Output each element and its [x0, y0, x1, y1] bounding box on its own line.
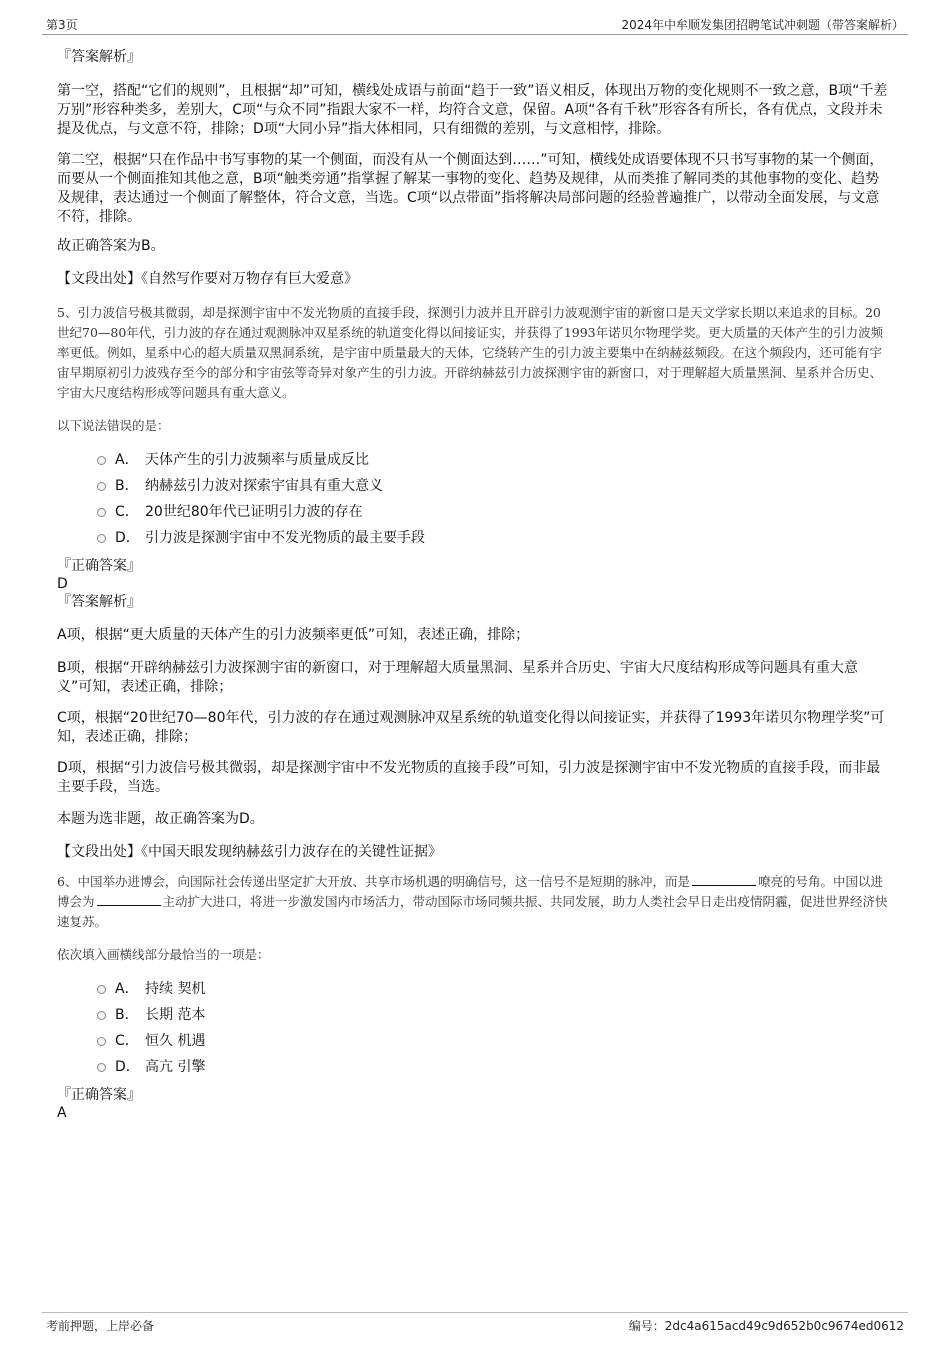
fill-blank-2: [97, 892, 161, 906]
q4-analysis-label: 『答案解析』: [57, 49, 141, 65]
q4-conclusion: 故正确答案为B。: [57, 238, 165, 254]
q4-analysis-paragraph-2: 第二空，根据“只在作品中书写事物的某一个侧面，而没有从一个侧面达到……”可知，横线处成语要体现不只书写事物的某一个侧面，而要从一个侧面推知其他之意，B项“触类旁通”指掌握了解某一事物的变化、趋势及规律，从而类推了解同类的其他事物的变化、趋势及规律，表达通过一个侧面了解整体，符合文意，当选。C项“以点带面”指将解决局部问题的经验普遍推广，以带动全面发展，与文意不符，排除。: [57, 152, 884, 225]
q5-option-c[interactable]: C． 20世纪80年代已证明引力波的存在: [57, 499, 890, 525]
document-title: 2024年中牟顺发集团招聘笔试冲刺题（带答案解析）: [621, 18, 904, 32]
q5-analysis-label: 『答案解析』: [57, 594, 141, 610]
q6-option-d[interactable]: D． 高亢 引擎: [57, 1054, 890, 1080]
document-code: 编号：2dc4a615acd49c9d652b0c9674ed0612: [628, 1319, 904, 1333]
q6-options: [57, 976, 890, 1080]
q6-stem: 6、中国举办进博会，向国际社会传递出坚定扩大开放、共享市场机遇的明确信号，这一信号不是短期的脉冲，而是 嘹亮的号角。中国以进博会为 主动扩大进口，将进一步激发国内市场活力，带动国际市场同频共振、共同发展，助力人类社会早日走出疫情阴霾，促进世界经济快速复苏。: [57, 874, 888, 929]
q6-answer-label: 『正确答案』: [57, 1087, 141, 1103]
radio-icon[interactable]: [97, 1011, 106, 1020]
footer-slogan: 考前押题，上岸必备: [46, 1319, 155, 1333]
q5-source: 【文段出处】《中国天眼发现纳赫兹引力波存在的关键性证据》: [57, 844, 442, 860]
q5-option-a[interactable]: A． 天体产生的引力波频率与质量成反比: [57, 447, 890, 473]
q5-analysis-b: B项，根据“开辟纳赫兹引力波探测宇宙的新窗口，对于理解超大质量黑洞、星系并合历史、宇宙大尺度结构形成等问题具有重大意义”可知，表述正确，排除；: [57, 660, 858, 695]
radio-icon[interactable]: [97, 508, 106, 517]
radio-icon[interactable]: [97, 1063, 106, 1072]
q6-option-b[interactable]: B． 长期 范本: [57, 1002, 890, 1028]
q5-analysis-c: C项，根据“20世纪70—80年代，引力波的存在通过观测脉冲双星系统的轨道变化得以间接证实，并获得了1993年诺贝尔物理学奖”可知，表述正确，排除；: [57, 710, 885, 745]
q6-answer-value: A: [57, 1105, 67, 1121]
q5-options: [57, 447, 890, 551]
radio-icon[interactable]: [97, 482, 106, 491]
main-content: [57, 44, 890, 1122]
q6-prompt: 依次填入画横线部分最恰当的一项是：: [57, 947, 270, 962]
q5-analysis-d: D项，根据“引力波信号极其微弱，却是探测宇宙中不发光物质的直接手段”可知，引力波是探测宇宙中不发光物质的直接手段，而非最主要手段，当选。: [57, 760, 881, 795]
q5-stem: 5、引力波信号极其微弱，却是探测宇宙中不发光物质的直接手段，探测引力波并且开辟引力波观测宇宙的新窗口是天文学家长期以来追求的目标。20世纪70—80年代，引力波的存在通过观测脉冲双星系统的轨道变化得以间接证实，并获得了1993年诺贝尔物理学奖。更大质量的天体产生的引力波频率更低。例如，星系中心的超大质量双黑洞系统，是宇宙中质量最大的天体，它绕转产生的引力波主要集中在纳赫兹频段。在这个频段内，还可能有宇宙早期原初引力波残存至今的部分和宇宙弦等奇异对象产生的引力波。开辟纳赫兹引力波探测宇宙的新窗口，对于理解超大质量黑洞、星系并合历史、宇宙大尺度结构形成等问题具有重大意义。: [57, 305, 884, 400]
q5-conclusion: 本题为选非题，故正确答案为D。: [57, 811, 264, 827]
radio-icon[interactable]: [97, 534, 106, 543]
q5-option-b[interactable]: B． 纳赫兹引力波对探索宇宙具有重大意义: [57, 473, 890, 499]
q5-option-d[interactable]: D． 引力波是探测宇宙中不发光物质的最主要手段: [57, 525, 890, 551]
page-footer: [42, 1312, 908, 1333]
q5-analysis-a: A项，根据“更大质量的天体产生的引力波频率更低”可知，表述正确，排除；: [57, 627, 530, 643]
fill-blank-1: [692, 872, 756, 886]
q4-source: 【文段出处】《自然写作要对万物存有巨大爱意》: [57, 271, 358, 287]
page-header: [42, 14, 908, 35]
q6-option-a[interactable]: A． 持续 契机: [57, 976, 890, 1002]
radio-icon[interactable]: [97, 1037, 106, 1046]
q4-analysis-paragraph-1: 第一空，搭配“它们的规则”，且根据“却”可知，横线处成语与前面“趋于一致”语义相反，体现出万物的变化规则不一致之意，B项“千差万别”形容种类多，差别大，C项“与众不同”指跟大家不一样，均符合文意，保留。A项“各有千秋”形容各有所长，各有优点，文段并未提及优点，与文意不符，排除；D项“大同小异”指大体相同，只有细微的差别，与文意相悖，排除。: [57, 83, 888, 137]
q5-answer-value: D: [57, 576, 68, 592]
radio-icon[interactable]: [97, 456, 106, 465]
page-number: 第3页: [46, 18, 78, 32]
radio-icon[interactable]: [97, 985, 106, 994]
q5-prompt: 以下说法错误的是：: [57, 418, 170, 433]
q6-option-c[interactable]: C． 恒久 机遇: [57, 1028, 890, 1054]
q5-answer-label: 『正确答案』: [57, 558, 141, 574]
